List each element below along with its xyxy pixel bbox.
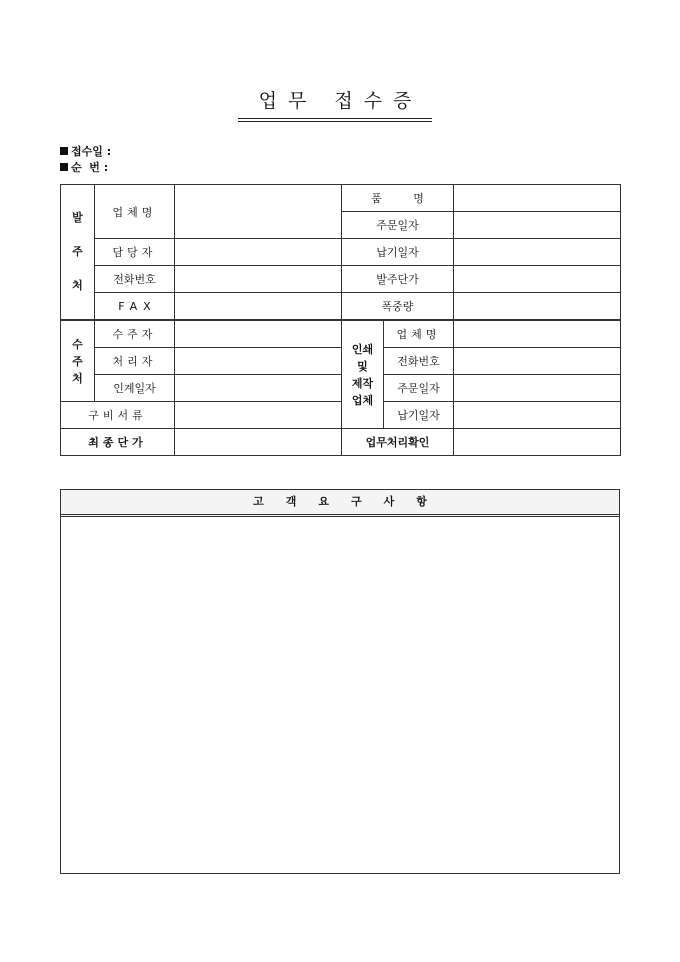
transfer-date-label: 인계일자 xyxy=(95,375,175,402)
order-info-table xyxy=(60,184,621,456)
print-order-date-value[interactable] xyxy=(454,375,621,402)
order-number-label: 순 번 : xyxy=(71,161,109,174)
print-company-value[interactable] xyxy=(454,320,621,348)
customer-request-box xyxy=(60,489,620,874)
receiver-value[interactable] xyxy=(175,320,342,348)
orderer-fax-value[interactable] xyxy=(175,293,342,321)
print-delivery-date-value[interactable] xyxy=(454,402,621,429)
product-order-date-label: 주문일자 xyxy=(342,212,454,239)
receiver-section-label: 수 주 처 xyxy=(61,320,95,402)
print-company-label: 업체명 xyxy=(384,320,454,348)
product-width-weight-label: 폭중량 xyxy=(342,293,454,321)
orderer-fax-label: FAX xyxy=(95,293,175,321)
final-price-value[interactable] xyxy=(175,429,342,456)
orderer-manager-value[interactable] xyxy=(175,239,342,266)
product-delivery-date-label: 납기일자 xyxy=(342,239,454,266)
product-delivery-date-value[interactable] xyxy=(454,239,621,266)
orderer-company-value[interactable] xyxy=(175,185,342,239)
receiver-label: 수주자 xyxy=(95,320,175,348)
work-confirm-label: 업무처리확인 xyxy=(342,429,454,456)
final-price-label: 최종단가 xyxy=(61,429,175,456)
orderer-phone-label: 전화번호 xyxy=(95,266,175,293)
bullet-square-icon xyxy=(60,147,68,155)
orderer-company-label: 업체명 xyxy=(95,185,175,239)
documents-label: 구비서류 xyxy=(61,402,175,429)
receipt-date-line xyxy=(60,145,111,159)
product-name-label: 품 명 xyxy=(342,185,454,212)
orderer-phone-value[interactable] xyxy=(175,266,342,293)
work-confirm-value[interactable] xyxy=(454,429,621,456)
customer-request-body[interactable] xyxy=(61,517,619,873)
print-company-section-label: 인쇄 및 제작 업체 xyxy=(342,320,384,429)
print-phone-value[interactable] xyxy=(454,348,621,375)
bullet-square-icon xyxy=(60,163,68,171)
documents-value[interactable] xyxy=(175,402,342,429)
title-block xyxy=(238,88,432,122)
product-unit-price-value[interactable] xyxy=(454,266,621,293)
transfer-date-value[interactable] xyxy=(175,375,342,402)
processor-value[interactable] xyxy=(175,348,342,375)
order-number-line xyxy=(60,161,108,175)
print-order-date-label: 주문일자 xyxy=(384,375,454,402)
processor-label: 처리자 xyxy=(95,348,175,375)
orderer-manager-label: 담당자 xyxy=(95,239,175,266)
product-name-value[interactable] xyxy=(454,185,621,212)
title-double-underline xyxy=(238,118,432,122)
product-order-date-value[interactable] xyxy=(454,212,621,239)
page-title: 업무 접수증 xyxy=(258,90,423,112)
print-phone-label: 전화번호 xyxy=(384,348,454,375)
receipt-date-label: 접수일 : xyxy=(71,145,112,158)
print-delivery-date-label: 납기일자 xyxy=(384,402,454,429)
product-width-weight-value[interactable] xyxy=(454,293,621,321)
product-unit-price-label: 발주단가 xyxy=(342,266,454,293)
orderer-section-label: 발 주 처 xyxy=(61,185,95,321)
customer-request-header: 고객요구사항 xyxy=(61,490,619,517)
